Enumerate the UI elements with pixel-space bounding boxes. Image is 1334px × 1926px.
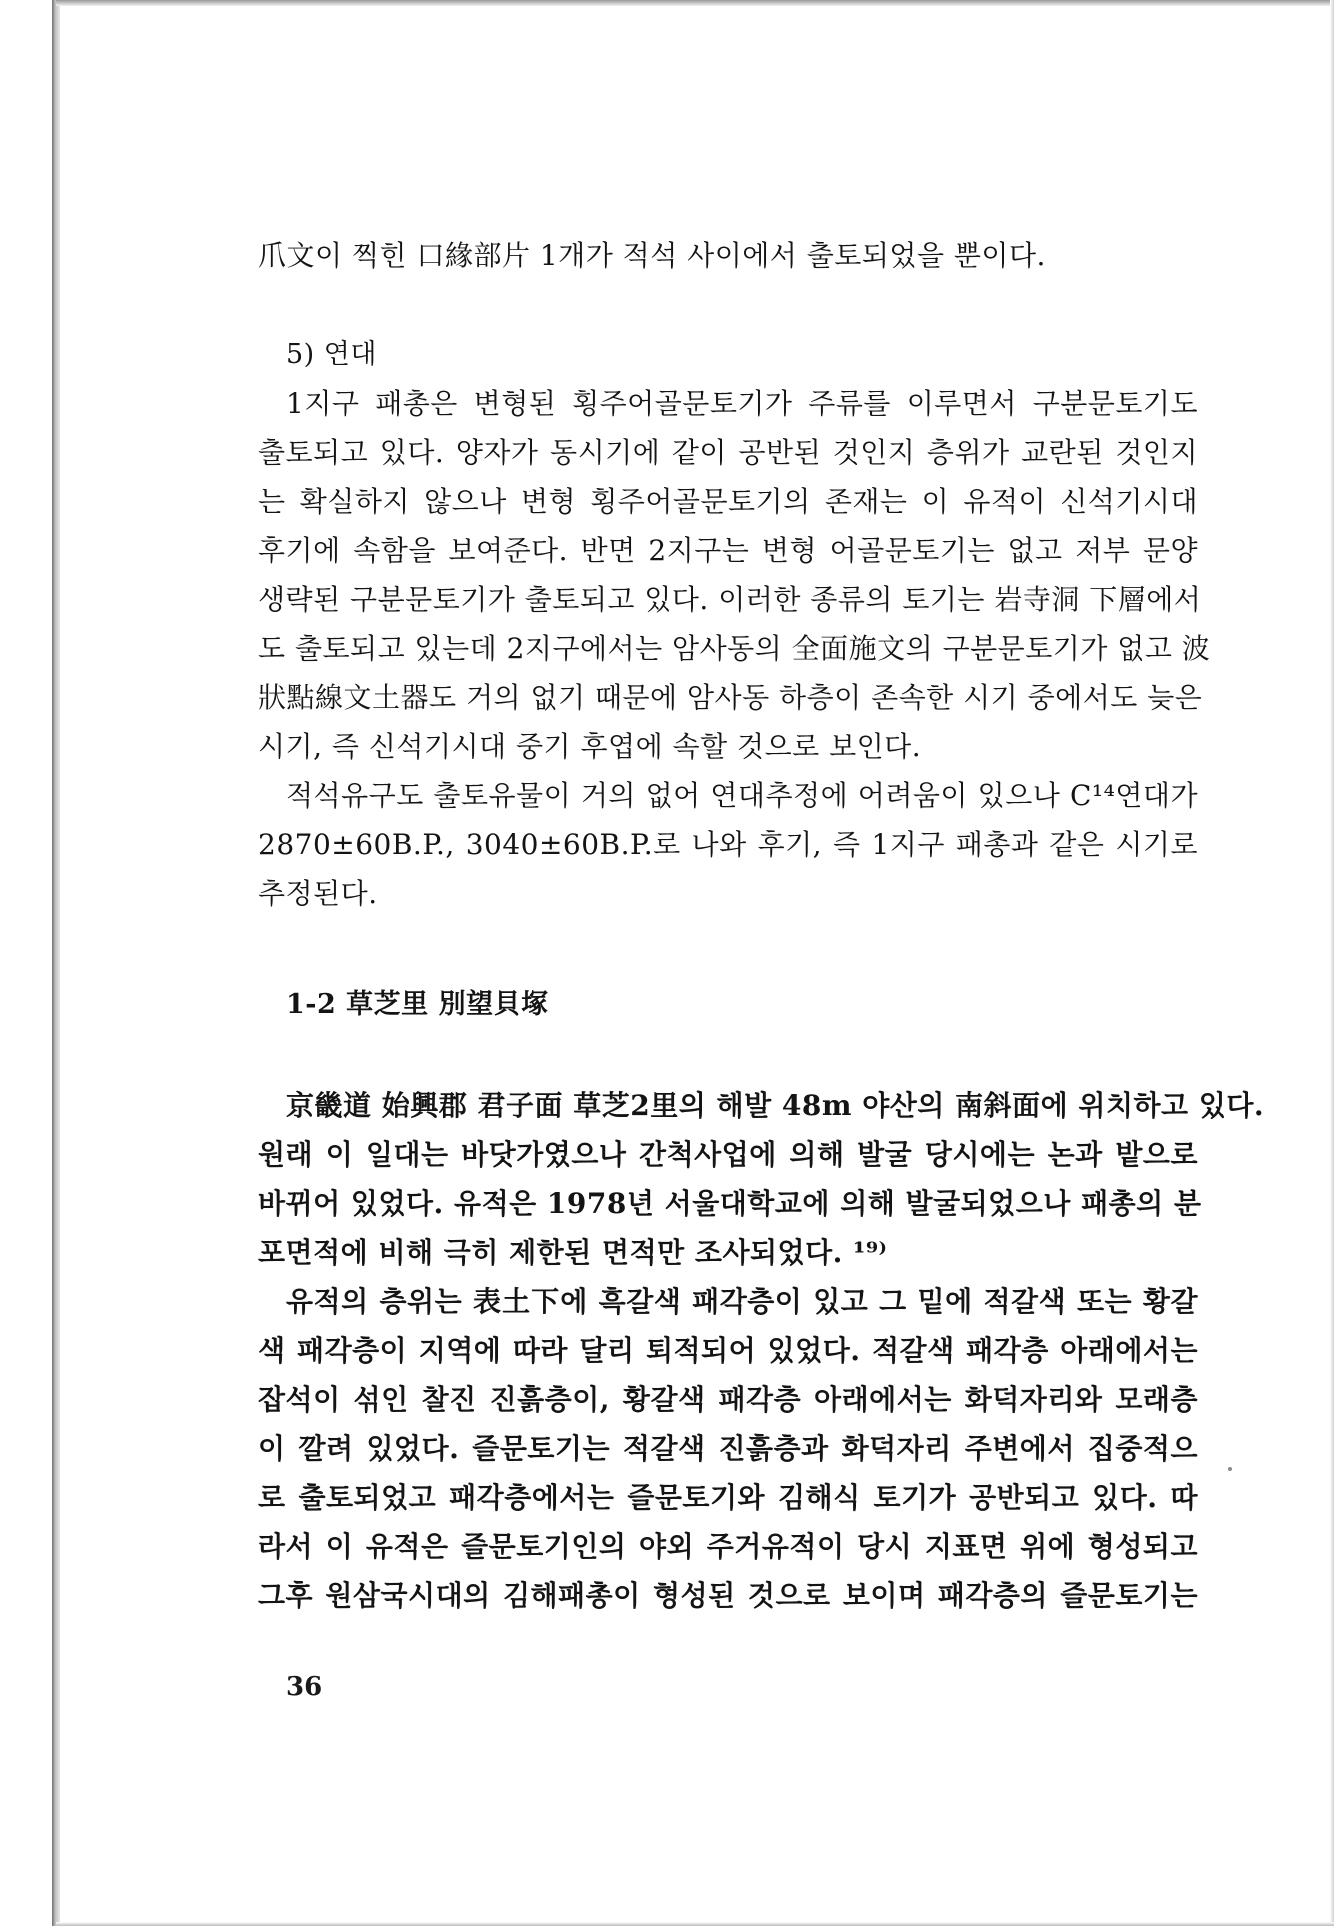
text-line: 출토되고 있다. 양자가 동시기에 같이 공반된 것인지 층위가 교란된 것인지: [258, 436, 1198, 469]
text-line: 라서 이 유적은 즐문토기인의 야외 주거유적이 당시 지표면 위에 형성되고: [258, 1530, 1198, 1563]
text-line: 이 깔려 있었다. 즐문토기는 적갈색 진흙층과 화덕자리 주변에서 집중적으: [258, 1432, 1198, 1465]
text-line: 1지구 패총은 변형된 횡주어골문토기가 주류를 이루면서 구분문토기도: [286, 387, 1198, 420]
text-line: 바뀌어 있었다. 유적은 1978년 서울대학교에 의해 발굴되었으나 패총의 분: [258, 1187, 1202, 1220]
page-top-edge: [56, 0, 1334, 6]
text-line: 2870±60B.P., 3040±60B.P.로 나와 후기, 즉 1지구 패총과 같은 시기로: [258, 828, 1198, 861]
text-line: 爪文이 찍힌 口緣部片 1개가 적석 사이에서 출토되었을 뿐이다.: [258, 239, 1046, 272]
page-right-edge: [1330, 0, 1334, 1926]
text-line: 잡석이 섞인 찰진 진흙층이, 황갈색 패각층 아래에서는 화덕자리와 모래층: [258, 1383, 1198, 1416]
text-line: 로 출토되었고 패각층에서는 즐문토기와 김해식 토기가 공반되고 있다. 따: [258, 1481, 1198, 1514]
text-line: 京畿道 始興郡 君子面 草芝2里의 해발 48m 야산의 南斜面에 위치하고 있다.: [286, 1089, 1265, 1122]
section-heading: 5) 연대: [286, 339, 377, 370]
text-line: 포면적에 비해 극히 제한된 면적만 조사되었다. ¹⁹⁾: [258, 1236, 888, 1269]
text-line: 생략된 구분문토기가 출토되고 있다. 이러한 종류의 토기는 岩寺洞 下層에서: [258, 583, 1202, 616]
scan-speck: [1228, 1467, 1232, 1471]
text-line: 그후 원삼국시대의 김해패총이 형성된 것으로 보이며 패각층의 즐문토기는: [258, 1579, 1198, 1612]
section-heading: 1-2 草芝里 別望貝塚: [286, 989, 549, 1020]
text-line: 적석유구도 출토유물이 거의 없어 연대추정에 어려움이 있으나 C¹⁴연대가: [286, 779, 1198, 812]
text-line: 원래 이 일대는 바닷가였으나 간척사업에 의해 발굴 당시에는 논과 밭으로: [258, 1138, 1198, 1171]
page-number: 36: [286, 1672, 323, 1702]
text-line: 도 출토되고 있는데 2지구에서는 암사동의 全面施文의 구분문토기가 없고 波: [258, 632, 1211, 665]
book-spine-shadow: [52, 0, 60, 1926]
text-line: 추정된다.: [258, 877, 378, 910]
page-bottom-edge: [56, 1922, 1334, 1926]
text-line: 狀點線文土器도 거의 없기 때문에 암사동 하층이 존속한 시기 중에서도 늦은: [258, 681, 1203, 714]
text-line: 시기, 즉 신석기시대 중기 후엽에 속할 것으로 보인다.: [258, 730, 922, 763]
text-line: 유적의 층위는 表土下에 흑갈색 패각층이 있고 그 밑에 적갈색 또는 황갈: [286, 1285, 1198, 1318]
text-line: 색 패각층이 지역에 따라 달리 퇴적되어 있었다. 적갈색 패각층 아래에서는: [258, 1334, 1198, 1367]
text-line: 후기에 속함을 보여준다. 반면 2지구는 변형 어골문토기는 없고 저부 문양: [258, 534, 1198, 567]
text-line: 는 확실하지 않으나 변형 횡주어골문토기의 존재는 이 유적이 신석기시대: [258, 485, 1198, 518]
